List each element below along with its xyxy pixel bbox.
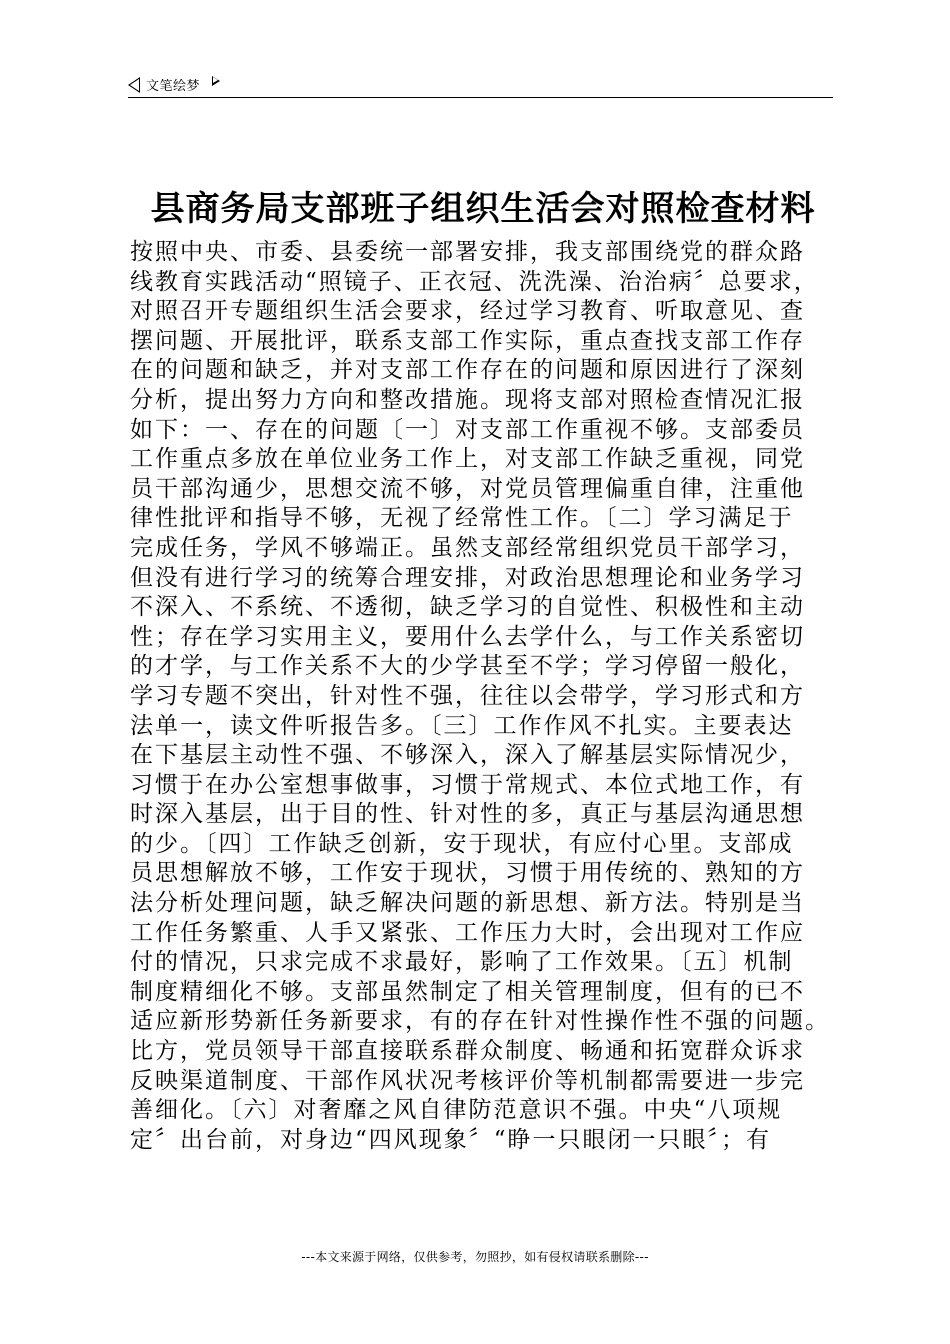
body-line: 完成任务，学风不够端正。虽然支部经常组织党员干部学习， (130, 534, 805, 561)
body-line: 反映渠道制度、干部作风状况考核评价等机制都需要进一步完 (130, 1067, 805, 1094)
body-line: 时深入基层，出于目的性、针对性的多，真正与基层沟通思想 (130, 801, 805, 828)
document-body (130, 238, 842, 1155)
body-line: 员干部沟通少，思想交流不够，对党员管理偏重自律，注重他 (130, 475, 805, 502)
body-line: 线教育实践活动“照镜子、正衣冠、洗洗澡、治治病〞总要求， (130, 268, 819, 295)
body-line: 适应新形势新任务新要求，有的存在针对性操作性不强的问题。 (130, 1008, 830, 1035)
body-line: 的才学，与工作关系不大的少学甚至不学；学习停留一般化， (130, 653, 805, 680)
body-line: 习惯于在办公室想事做事，习惯于常规式、本位式地工作，有 (130, 771, 805, 798)
body-line: 按照中央、市委、县委统一部署安排，我支部围绕党的群众路 (130, 239, 805, 265)
document-title: 县商务局支部班子组织生活会对照检查材料 (150, 189, 816, 229)
footer-disclaimer: ---本文来源于网络，仅供参考，勿照抄，如有侵权请联系删除--- (301, 1250, 649, 1264)
body-line: 学习专题不突出，针对性不强，往往以会带学，学习形式和方 (130, 682, 805, 709)
body-line: 分析，提出努力方向和整改措施。现将支部对照检查情况汇报 (130, 386, 805, 413)
triangle-right-icon (212, 76, 220, 86)
header-rule (128, 97, 833, 98)
body-line: 付的情况，只求完成不求最好，影响了工作效果。〔五〕机制 (130, 949, 794, 976)
body-line: 工作重点多放在单位业务工作上，对支部工作缺乏重视，同党 (130, 446, 805, 473)
body-line: 摆问题、开展批评，联系支部工作实际，重点查找支部工作存 (130, 327, 805, 354)
body-line: 善细化。〔六〕对奢靡之风自律防范意识不强。中央“八项规 (130, 1097, 783, 1124)
body-line: 但没有进行学习的统筹合理安排，对政治思想理论和业务学习 (130, 564, 805, 591)
body-line: 如下：一、存在的问题〔一〕对支部工作重视不够。支部委员 (130, 416, 805, 443)
header-brand-text: 文笔绘梦 (146, 79, 201, 94)
body-line: 员思想解放不够，工作安于现状，习惯于用传统的、熟知的方 (130, 860, 805, 887)
body-line: 定〞出台前，对身边“四风现象〞“睁一只眼闭一只眼〞；有 (130, 1126, 772, 1153)
body-line: 性；存在学习实用主义，要用什么去学什么，与工作关系密切 (130, 623, 805, 650)
header-brand (128, 75, 220, 94)
body-line: 在下基层主动性不强、不够深入，深入了解基层实际情况少， (130, 742, 805, 769)
page-header (128, 74, 832, 98)
body-line: 的少。〔四〕工作缺乏创新，安于现状，有应付心里。支部成 (130, 830, 794, 857)
body-line: 律性批评和指导不够，无视了经常性工作。〔二〕学习满足于 (130, 505, 794, 532)
body-line: 在的问题和缺乏，并对支部工作存在的问题和原因进行了深刻 (130, 357, 805, 384)
body-line: 比方，党员领导干部直接联系群众制度、畅通和拓宽群众诉求 (130, 1038, 805, 1065)
body-line: 法分析处理问题，缺乏解决问题的新思想、新方法。特别是当 (130, 890, 805, 917)
body-line: 制度精细化不够。支部虽然制定了相关管理制度，但有的已不 (130, 978, 805, 1005)
body-line: 不深入、不系统、不透彻，缺乏学习的自觉性、积极性和主动 (130, 594, 805, 621)
triangle-left-icon (128, 77, 140, 93)
body-line: 工作任务繁重、人手又紧张、工作压力大时，会出现对工作应 (130, 919, 805, 946)
body-line: 法单一，读文件听报告多。〔三〕工作作风不扎实。主要表达 (130, 712, 794, 739)
body-line: 对照召开专题组织生活会要求，经过学习教育、听取意见、查 (130, 298, 805, 325)
